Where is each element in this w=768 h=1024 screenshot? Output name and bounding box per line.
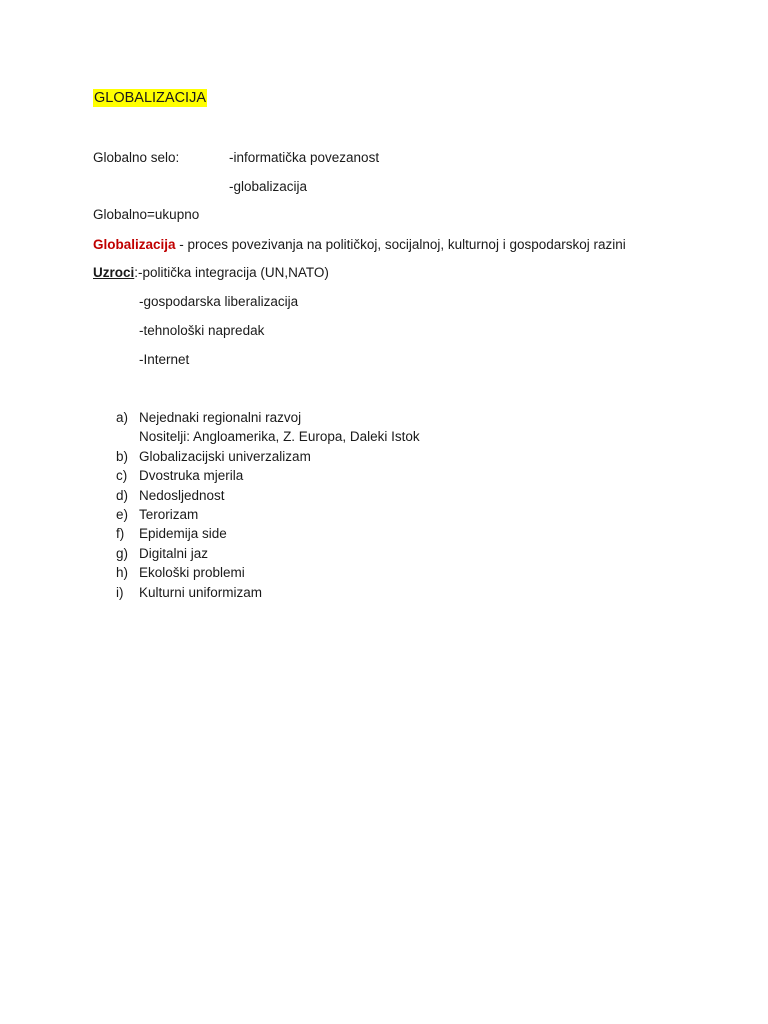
list-item <box>116 505 420 524</box>
list-item <box>116 583 420 602</box>
list-marker: g) <box>116 545 129 561</box>
uzroci-item-1: -politička integracija (UN,NATO) <box>138 265 329 280</box>
list-item-text: Nositelji: Angloamerika, Z. Europa, Daleki Istok <box>139 429 420 445</box>
uzroci-item-3: -tehnološki napredak <box>139 323 265 338</box>
list-item-text: Dvostruka mjerila <box>139 468 244 484</box>
list-item <box>116 466 420 485</box>
uzroci-line <box>93 264 329 282</box>
list-marker: b) <box>116 448 129 464</box>
list-marker: d) <box>116 487 129 503</box>
title-highlight: GLOBALIZACIJA <box>94 90 207 106</box>
list-item-text: Digitalni jaz <box>139 545 209 561</box>
globalno-selo-label: Globalno selo: <box>93 150 180 165</box>
definition-text: - proces povezivanja na političkoj, socijalnoj, kulturnoj i gospodarskoj razini <box>175 237 626 252</box>
definition-term: Globalizacija <box>93 237 176 252</box>
list-marker: i) <box>116 584 124 600</box>
uzroci-item-4: -Internet <box>139 352 190 367</box>
page-title <box>93 89 207 107</box>
list-item <box>116 544 420 563</box>
list-marker: c) <box>116 468 128 484</box>
list-marker: a) <box>116 410 129 425</box>
list-item <box>116 447 420 466</box>
globalno-selo-item-2: -globalizacija <box>229 179 308 194</box>
lettered-list <box>116 408 420 602</box>
list-item <box>116 486 420 505</box>
list-marker: e) <box>116 507 129 523</box>
list-item-text: Terorizam <box>139 507 199 523</box>
list-item-text: Epidemija side <box>139 526 227 542</box>
list-marker: h) <box>116 565 129 581</box>
list-item <box>116 563 420 582</box>
uzroci-item-2: -gospodarska liberalizacija <box>139 294 299 309</box>
list-item-text: Nejednaki regionalni razvoj <box>139 410 302 425</box>
globalno-selo-item-1: -informatička povezanost <box>229 150 380 165</box>
list-item-text: Nedosljednost <box>139 487 225 503</box>
list-item-continuation <box>116 427 420 446</box>
list-item <box>116 524 420 543</box>
list-item-text: Kulturni uniformizam <box>139 584 263 600</box>
list-item-text: Globalizacijski univerzalizam <box>139 448 311 464</box>
list-item <box>116 408 420 427</box>
list-marker <box>116 427 139 446</box>
uzroci-label: Uzroci <box>93 265 135 280</box>
uzroci-colon: : <box>134 265 139 280</box>
list-item-text: Ekološki problemi <box>139 565 245 581</box>
list-marker: f) <box>116 526 125 542</box>
globalno-ukupno-line: Globalno=ukupno <box>93 207 200 222</box>
definition-line <box>93 236 626 254</box>
